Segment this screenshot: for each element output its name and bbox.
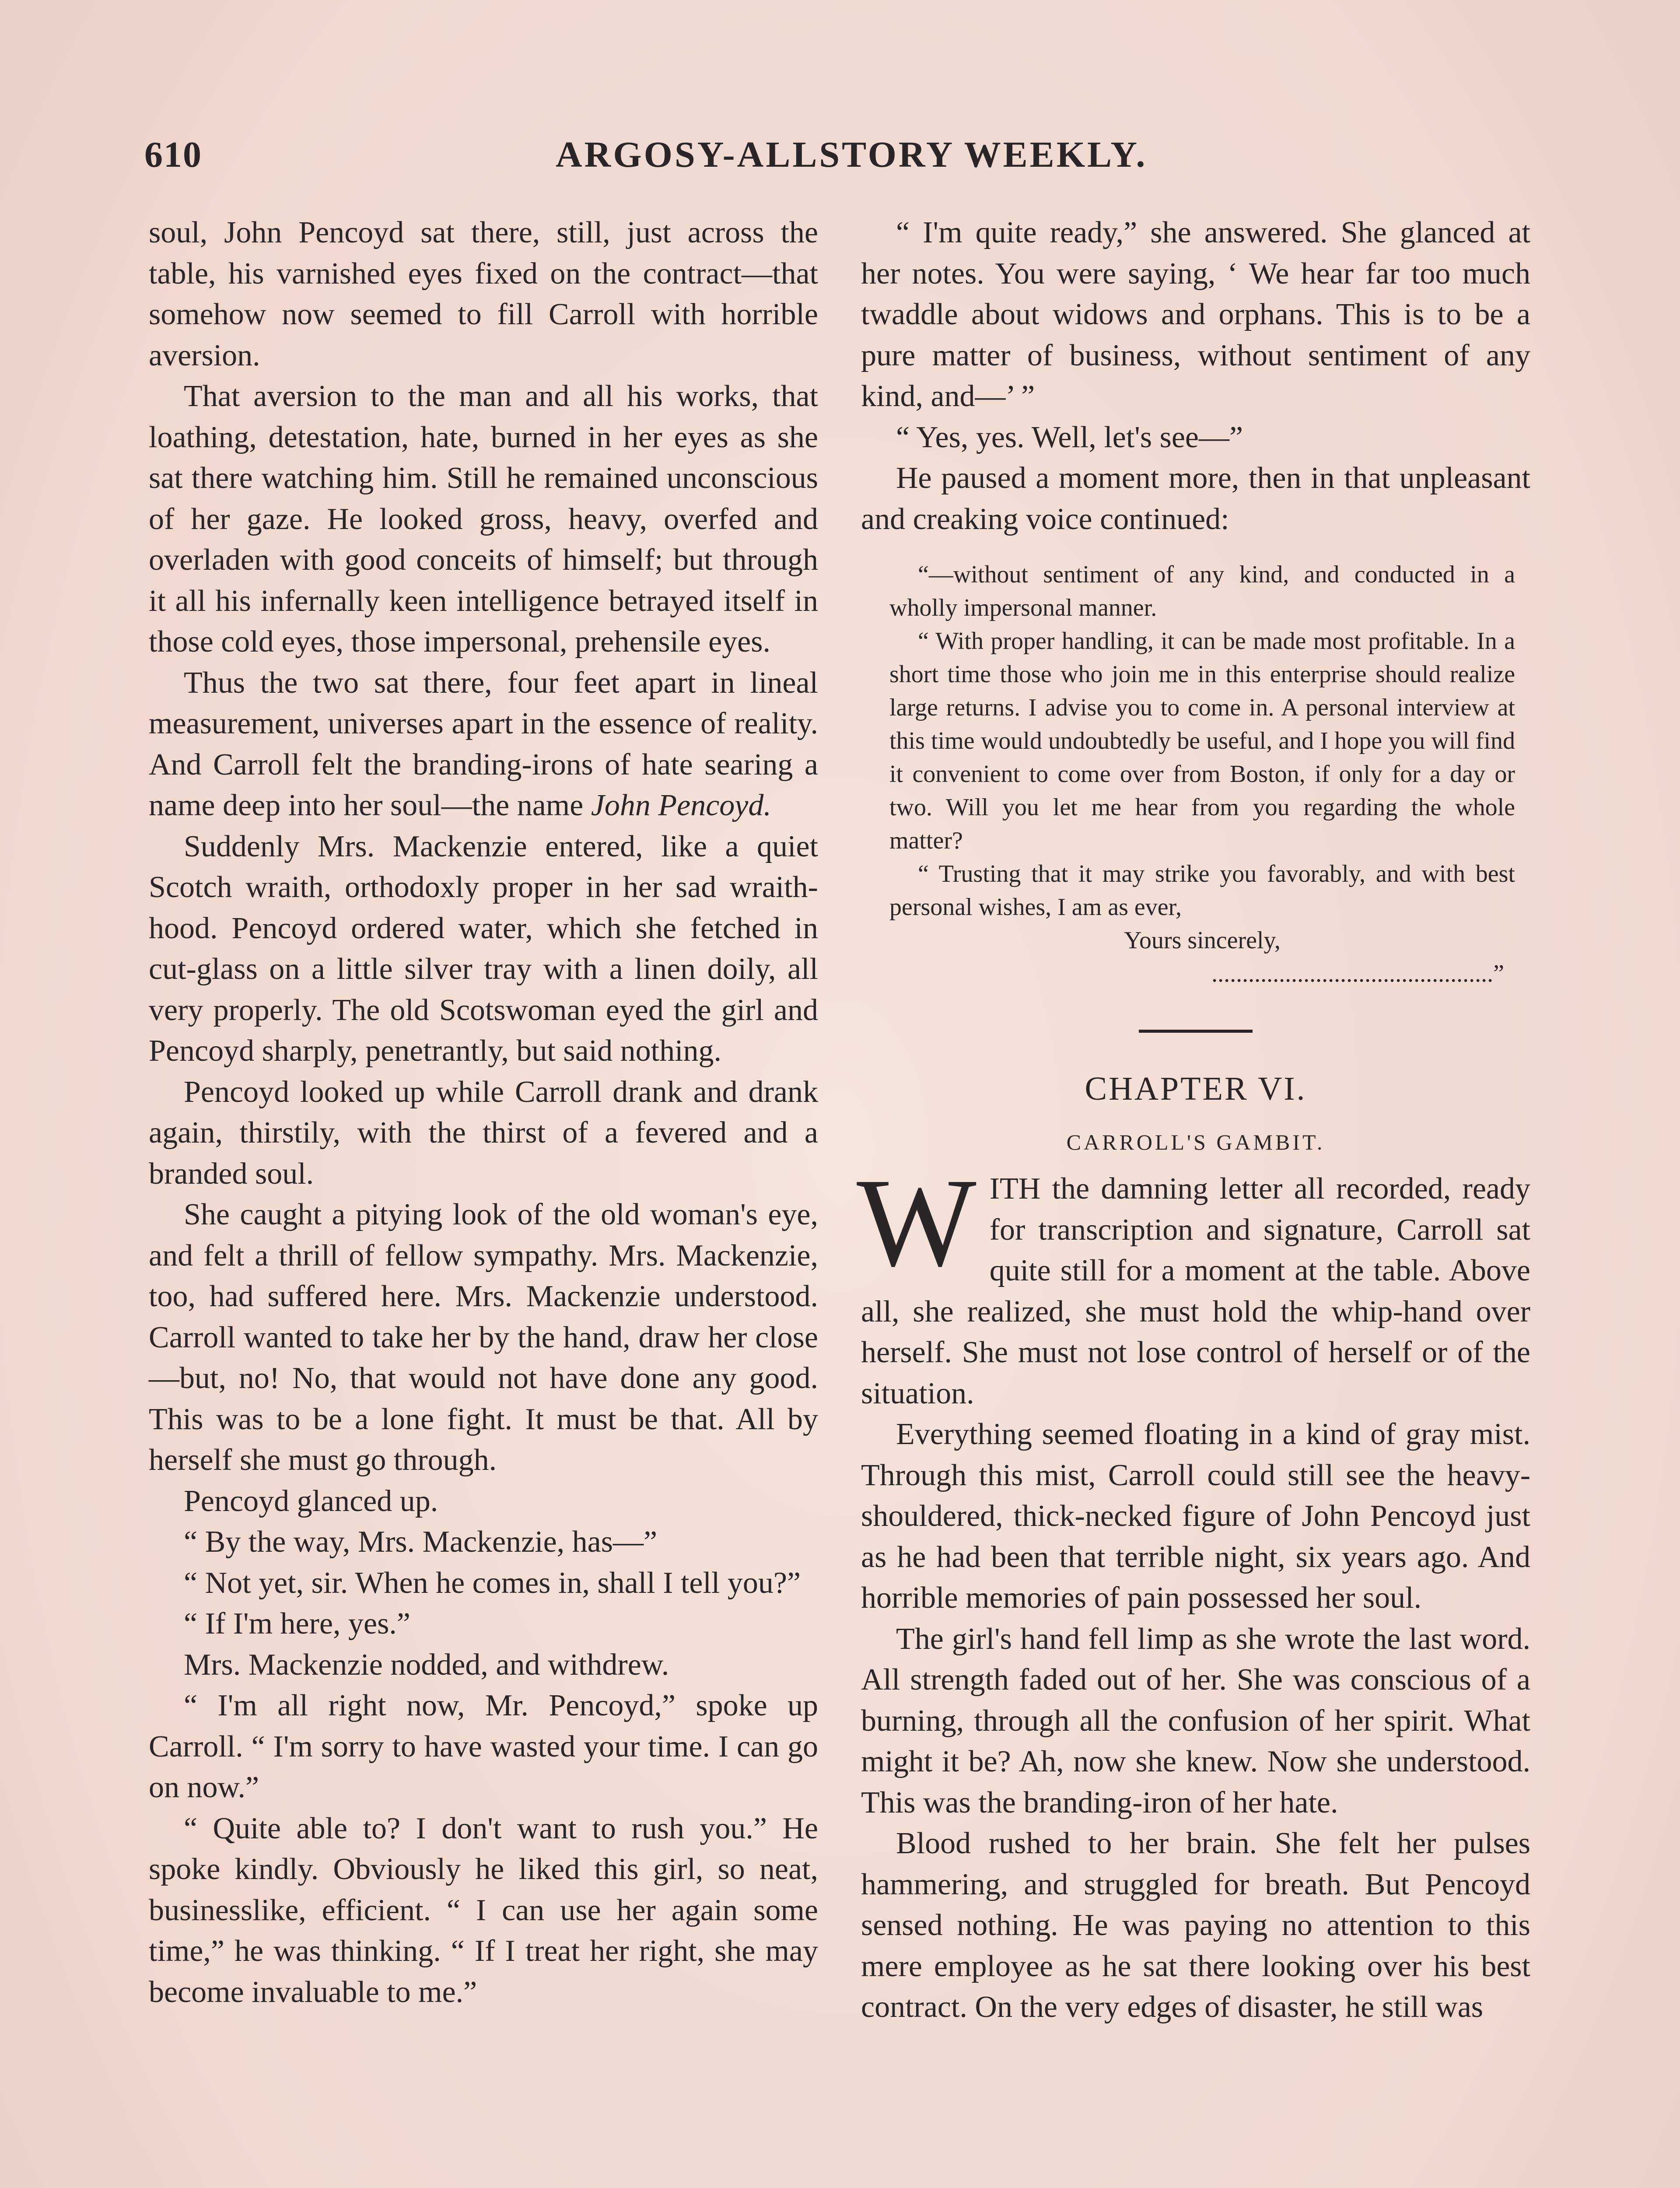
paragraph: Pencoyd glanced up. xyxy=(184,1484,438,1518)
paragraph: Everything seemed floating in a kind of gray mist. Through this mist, Carroll could still see the heavy-shouldered, thick-necked figure of John Pencoyd just as he had been that terrible night, six years ago. And horrible memories of pain possessed her soul. xyxy=(861,1417,1530,1615)
running-head: ARGOSY-ALLSTORY WEEKLY. xyxy=(556,134,1148,175)
italic-name: John Pencoyd. xyxy=(591,789,771,822)
section-divider xyxy=(1139,1030,1253,1033)
paragraph: He paused a moment more, then in that unpleasant and creaking voice continued: xyxy=(861,461,1530,536)
paragraph xyxy=(857,1152,1530,1414)
paragraph-text: Thus the two sat there, four feet apart in lineal measurement, universes apart in the essence of reality. And Carroll felt the branding-irons of hate searing a name deep into her soul—the name xyxy=(149,666,818,822)
letter-paragraph: “ With proper handling, it can be made most profitable. In a short time those who join me in this enterprise should realize large returns. I advise you to come in. A personal interview at this time would undoubtedly be useful, and I hope you will find it convenient to come over from Boston, if only for a day or two. Will you let me hear from you regarding the whole matter? xyxy=(889,628,1515,854)
paragraph: “ If I'm here, yes.” xyxy=(184,1607,410,1641)
paragraph: She caught a pitying look of the old woman's eye, and felt a thrill of fellow sympathy. Mrs. Mackenzie, too, had suffered here. Mrs. Mackenzie understood. Carroll wanted to take her by the hand, draw her close—but, no! No, that would not have done any good. This was to be a lone fight. It must be that. All by herself she must go through. xyxy=(149,1198,818,1477)
paragraph: “ By the way, Mrs. Mackenzie, has—” xyxy=(184,1525,658,1559)
left-column xyxy=(149,212,818,2013)
paragraph: “ I'm quite ready,” she answered. She glanced at her notes. You were saying, ‘ We hear far too much twaddle about widows and orphans. This is to be a pure matter of business, without sentiment of any kind, and—’ ” xyxy=(861,216,1530,413)
letter-signature-line: ..............................................” xyxy=(1211,960,1504,987)
paragraph: soul, John Pencoyd sat there, still, just across the table, his varnished eyes fixed on the contract—that somehow now seemed to fill Carroll with horrible aversion. xyxy=(149,216,818,372)
letter-paragraph: “—without sentiment of any kind, and conducted in a wholly impersonal manner. xyxy=(889,561,1515,621)
page-header xyxy=(144,133,1536,182)
paragraph: Pencoyd looked up while Carroll drank and drank again, thirstily, with the thirst of a fevered and a branded soul. xyxy=(149,1075,818,1191)
paragraph: “ Yes, yes. Well, let's see—” xyxy=(896,420,1243,454)
quoted-letter xyxy=(861,558,1530,990)
chapter-title: CHAPTER VI. xyxy=(1085,1070,1307,1107)
paragraph: That aversion to the man and all his works, that loathing, detestation, hate, burned in her eyes as she sat there watching him. Still he remained unconscious of her gaze. He looked gross, heavy, overfed and overladen with good conceits of himself; but through it all his infernally keen intelligence betrayed itself in those cold eyes, those impersonal, prehensile eyes. xyxy=(149,379,818,659)
page-number: 610 xyxy=(144,134,202,175)
chapter-subtitle: CARROLL'S GAMBIT. xyxy=(1066,1130,1325,1154)
paragraph: Suddenly Mrs. Mackenzie entered, like a quiet Scotch wraith, orthodoxly proper in her sad wraith-hood. Pencoyd ordered water, which she fetched in cut-glass on a little silver tray with a linen doily, all very properly. The old Scotswoman eyed the girl and Pencoyd sharply, penetrantly, but said nothing. xyxy=(149,829,818,1068)
drop-cap: W xyxy=(857,1152,976,1293)
paragraph: “ Quite able to? I don't want to rush you.” He spoke kindly. Obviously he liked this girl, so neat, businesslike, efficient. “ I can use her again some time,” he was thinking. “ If I treat her right, she may become invaluable to me.” xyxy=(149,1811,818,2009)
paragraph: Mrs. Mackenzie nodded, and withdrew. xyxy=(184,1648,669,1682)
paragraph: “ Not yet, sir. When he comes in, shall I tell you?” xyxy=(184,1566,801,1600)
paragraph: The girl's hand fell limp as she wrote the last word. All strength faded out of her. She was conscious of a burning, through all the confusion of her spirit. What might it be? Ah, now she knew. Now she understood. This was the branding-iron of her hate. xyxy=(861,1622,1530,1820)
right-column xyxy=(857,212,1530,2028)
paragraph: Blood rushed to her brain. She felt her pulses hammering, and struggled for breath. But Pencoyd sensed nothing. He was paying no attention to this mere employee as he sat there looking over his best contract. On the very edges of disaster, he still was xyxy=(861,1827,1530,2024)
letter-paragraph: “ Trusting that it may strike you favorably, and with best personal wishes, I am as ever, xyxy=(889,860,1515,921)
paragraph: “ I'm all right now, Mr. Pencoyd,” spoke up Carroll. “ I'm sorry to have wasted your time. I can go on now.” xyxy=(149,1689,818,1804)
letter-closing: Yours sincerely, xyxy=(1124,927,1281,954)
paragraph-text: ITH the damning letter all recorded, ready for transcription and signature, Carroll sat quite still for a moment at the table. Above all, she realized, she must hold the whip-hand over herself. She must not lose control of herself or of the situation. xyxy=(861,1172,1530,1410)
paragraph xyxy=(149,663,818,826)
